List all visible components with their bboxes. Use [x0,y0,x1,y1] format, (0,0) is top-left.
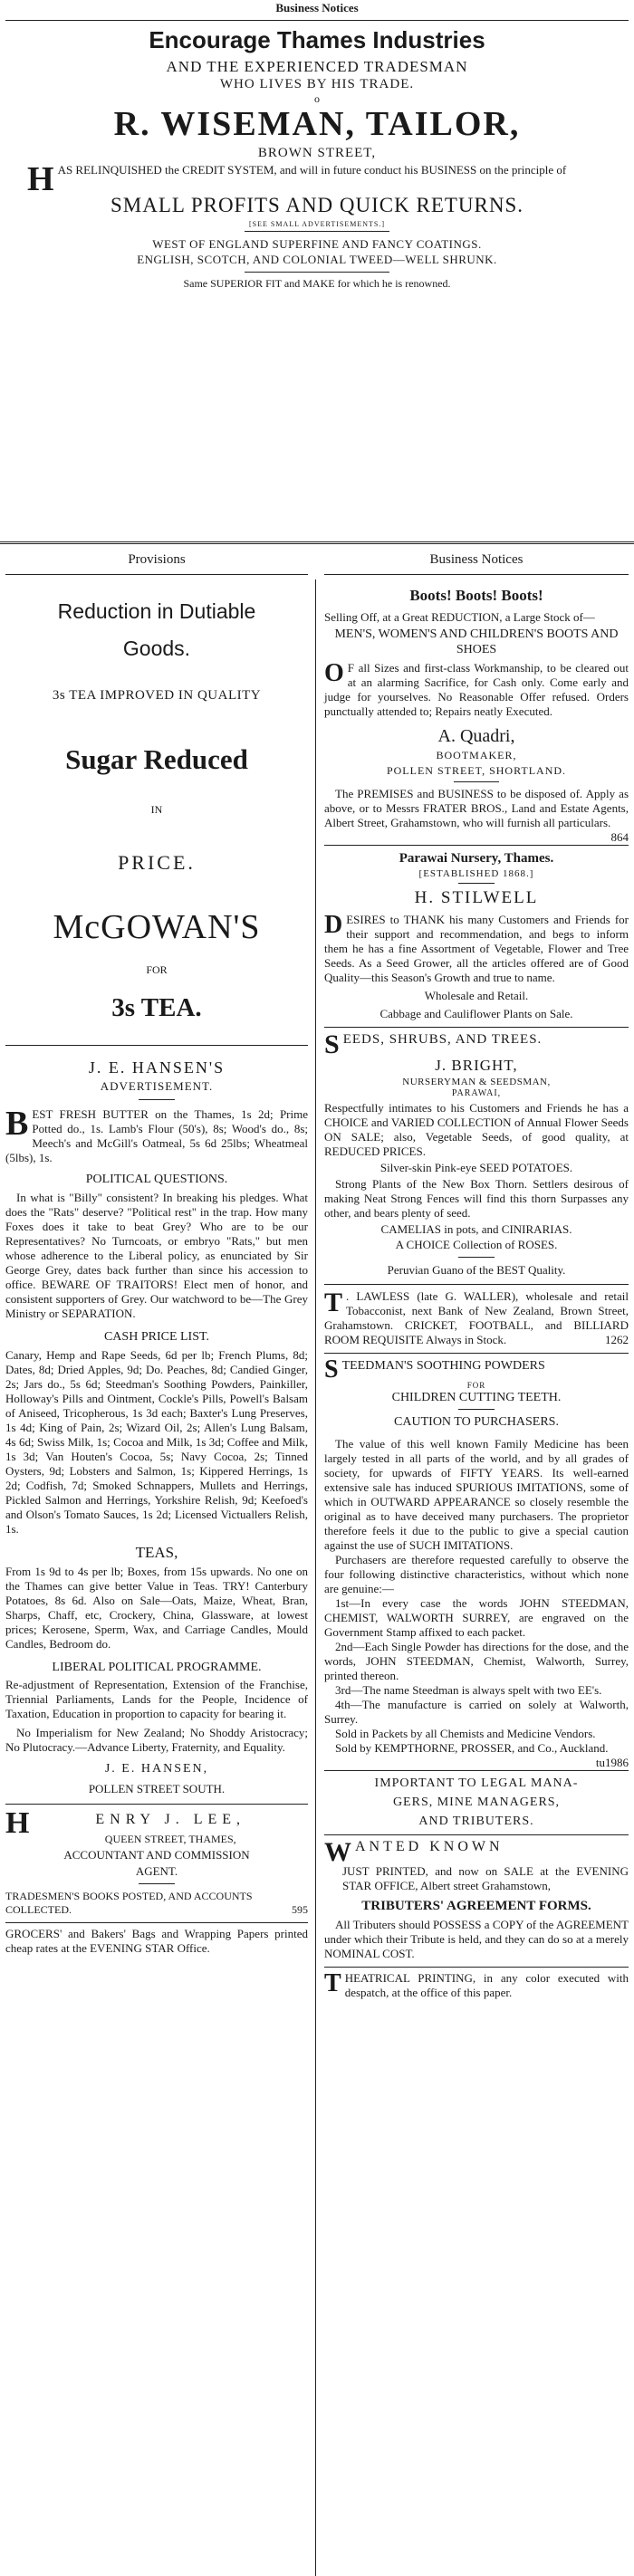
teas-title: TEAS, [135,1544,178,1561]
butter-text: EST FRESH BUTTER on the Thames, 1s 2d; Prime Potted do., 1s. Lamb's Flour (50's), 8s; Wood's do., 8s; Meech's and McGill's Oatmeal, 5s 6d 25lbs; Wheatmeal (5lbs), 1s. [5,1107,308,1164]
steedman-agent-text: Sold by KEMPTHORNE, PROSSER, and Co., Auckland. [335,1741,609,1755]
price-word: PRICE. [118,851,196,874]
rule [458,883,495,884]
column-rule [315,579,316,2576]
left-column [5,579,308,1956]
roses: A CHOICE Collection of ROSES. [395,1238,558,1251]
divider [324,1770,629,1771]
divider [324,1027,629,1028]
wiseman-see: [SEE SMALL ADVERTISEMENTS.] [249,220,385,228]
divider [324,845,629,846]
wiseman-body-text: AS RELINQUISHED the CREDIT SYSTEM, and will in future conduct his BUSINESS on the principle of [57,163,567,177]
dropcap: D [324,911,343,939]
butter-paragraph [5,1107,308,1165]
lee-address: QUEEN STREET, THAMES, [104,1833,236,1845]
steedman-number: tu1986 [595,1756,629,1769]
divider [324,574,629,575]
hansen-signature: J. E. HANSEN, [104,1762,209,1776]
premises-text: The PREMISES and BUSINESS to be disposed of. Apply as above, or to Messrs FRATER BROS., Land and Estate Agents, Albert Street, Grahamstown, who will furnish all particulars. [324,787,629,829]
steedman-body: The value of this well known Family Medicine has been largely tested in all parts of the world, and by all grades of society, for upwards of FIFTY YEARS. Its well-earned extensive sale has induced SPURIOUS IMITATIONS, some of which in OUTWARD APPEARANCE so closely resemble the original as to have deceived many purchasers. The proprietor therefore feels it due to the public to give a special caution against the use of SUCH IMITATIONS. [324,1437,629,1552]
for-word: FOR [146,963,168,976]
boots-body [324,661,629,719]
wiseman-name: R. WISEMAN, TAILOR, [113,105,521,143]
legal-line1: IMPORTANT TO LEGAL MANA- [374,1776,579,1790]
stilwell-name: H. STILWELL [414,888,539,907]
reduction-line2: Goods. [122,637,191,660]
dropcap: B [5,1105,29,1143]
steedman-point1: 1st—In every case the words JOHN STEEDMAN, CHEMIST, WALWORTH SURREY, are engraved on the Government Stamp affixed to each packet. [324,1596,629,1639]
liberal-title: LIBERAL POLITICAL PROGRAMME. [52,1661,262,1674]
nurseryman: NURSERYMAN & SEEDSMAN, [402,1077,551,1087]
rule [454,781,499,782]
grocers-line: GROCERS' and Bakers' Bags and Wrapping Papers printed cheap rates at the EVENING STAR Office. [5,1927,308,1955]
section-label-top: Business Notices [275,1,359,14]
printing-advert [324,1971,629,2000]
legal-line3: AND TRIBUTERS. [418,1815,534,1828]
bootmaker: BOOTMAKER, [436,749,517,761]
liberal-body2: No Imperialism for New Zealand; No Shoddy Aristocracy; No Plutocracy.—Advance Liberty, Fraternity, and Equality. [5,1726,308,1754]
books-line [5,1890,308,1917]
divider [5,574,308,575]
steedman-children: CHILDREN CUTTING TEETH. [391,1391,562,1404]
steedman-point3: 3rd—The name Steedman is always spelt with two EE's. [335,1683,602,1697]
lawless-text: . LAWLESS (late G. WALLER), wholesale and retail Tobacconist, next Bank of New Zealand, Brown Street, Grahamstown. CRICKET, FOOTBALL, and BILLIARD ROOM REQUISITE Always in Stock. [324,1289,629,1346]
lee-role2: AGENT. [135,1864,178,1878]
rule [458,1257,495,1258]
divider [5,1045,308,1046]
premises-number: 864 [610,830,629,844]
wanted-heading [324,1837,629,1867]
section-label-provisions: Provisions [128,552,186,567]
dropcap: S [324,1355,339,1384]
wanted-text: ANTED KNOWN [355,1839,504,1854]
steedman-point4: 4th—The manufacture is carried on solely at Walworth, Surrey. [324,1698,629,1726]
political-body: In what is "Billy" consistent? In breaking his pledges. What does the "Rats" deserve? "Political rest" in the trap. How many Foxes does it take to beat Grey? Who are to be our Representatives? No Turncoats, or embryo "Rats," but men whose adherence to the Liberal policy, as enunciated by Sir George Grey, dates back further than since his accession to office. BEWARE OF TRAITORS! Elect men of honor, and consistent supporters of Grey. Our watchword to be—The Grey Ministry or SEPARATION. [5,1191,308,1320]
steedman-for: FOR [466,1381,486,1390]
boots-headline: Boots! Boots! Boots! [409,587,543,604]
wiseman-coatings1: WEST OF ENGLAND SUPERFINE AND FANCY COATINGS. [152,237,482,251]
just-printed: JUST PRINTED, and now on SALE at the EVENING STAR OFFICE, Albert street Grahamstown, [342,1864,629,1892]
dropcap: W [324,1837,351,1867]
dropcap: H [5,1806,30,1840]
divider [5,20,629,21]
seeds-heading [324,1029,629,1059]
wiseman-slogan: SMALL PROFITS AND QUICK RETURNS. [110,194,524,216]
divider [324,1967,629,1968]
ornament: o [314,92,320,105]
steedman-point2: 2nd—Each Single Powder has directions for the dose, and the words, JOHN STEEDMAN, Chemist, Walworth, Surrey, printed thereon. [324,1640,629,1682]
selling-line: Selling Off, at a Great REDUCTION, a Large Stock of— [324,610,595,624]
bright-name: J. BRIGHT, [435,1057,518,1074]
books-text: TRADESMEN'S BOOKS POSTED, AND ACCOUNTS COLLECTED. [5,1890,253,1916]
caution: CAUTION TO PURCHASERS. [394,1415,559,1429]
camelias: CAMELIAS in pots, and CINIRARIAS. [380,1222,572,1236]
steedman-sold: Sold in Packets by all Chemists and Medicine Vendors. [335,1727,596,1740]
dropcap: H [27,160,54,198]
printing-text: HEATRICAL PRINTING, in any color executed with despatch, at the office of this paper. [344,1971,629,1999]
lawless-number: 1262 [605,1333,629,1346]
sugar-reduced: Sugar Reduced [65,743,248,775]
cabbage: Cabbage and Cauliflower Plants on Sale. [379,1007,573,1020]
reduction-line1: Reduction in Dutiable [57,599,256,623]
hansen-title: J. E. HANSEN'S [88,1058,226,1077]
section-label-business: Business Notices [429,552,524,567]
rule [458,1409,495,1410]
wiseman-body [27,160,607,198]
seed-potatoes: Silver-skin Pink-eye SEED POTATOES. [379,1161,573,1174]
lee-advert [5,1808,308,1917]
nursery-title: Parawai Nursery, Thames. [399,851,554,866]
divider [324,1353,629,1354]
rule [139,1099,175,1100]
lawless-advert [324,1289,629,1347]
stilwell-body-text: ESIRES to THANK his many Customers and Friends for their support and recommendation, and begs to inform them he has a fine Assortment of Vegetable, Flower and Tree Seeds. As a Seed Grower, all the articles offered are of Good Quality—this Season's Growth and true to name. [324,913,629,984]
steedman-title: TEEDMAN'S SOOTHING POWDERS [341,1359,545,1373]
stilwell-body [324,913,629,985]
lee-name: ENRY J. LEE, [95,1812,246,1827]
divider [5,1804,308,1805]
dropcap: T [324,1288,343,1317]
established: [ESTABLISHED 1868.] [418,868,534,879]
liberal-body: Re-adjustment of Representation, Extension of the Franchise, Triennial Parliaments, Lands for the People, Incidence of Taxation, Education in proportion to capacity for bearing it. [5,1678,308,1720]
lee-role1: ACCOUNTANT AND COMMISSION [63,1848,250,1862]
tributers-forms: TRIBUTERS' AGREEMENT FORMS. [361,1899,591,1913]
tea-quality-line: 3s TEA IMPROVED IN QUALITY [52,688,262,703]
books-number: 595 [292,1903,308,1916]
top-section [0,0,634,291]
forms-body: All Tributers should POSSESS a COPY of the AGREEMENT under which their Tribute is held, and they can do so at a merely NOMINAL COST. [324,1918,629,1960]
tea-3s: 3s TEA. [111,993,202,1022]
premises-body [324,787,629,844]
mcgowan-name: McGOWAN'S [53,908,261,946]
cash-title: CASH PRICE LIST. [103,1330,210,1344]
rule [245,231,389,232]
parawai: PARAWAI, [451,1088,502,1098]
wiseman-line2: AND THE EXPERIENCED TRADESMAN [166,58,468,75]
divider [5,1922,308,1923]
seeds-text: EEDS, SHRUBS, AND TREES. [342,1032,543,1047]
divider [324,1284,629,1285]
rule [139,1883,175,1884]
mens-line: MEN'S, WOMEN'S AND CHILDREN'S BOOTS AND SHOES [334,627,619,656]
steedman-agent [324,1741,629,1769]
dropcap: T [324,1969,341,1997]
dropcap: S [324,1029,340,1059]
wiseman-line3: WHO LIVES BY HIS TRADE. [219,77,415,91]
cash-body: Canary, Hemp and Rape Seeds, 6d per lb; French Plums, 8d; Dates, 8d; Dried Apples, 9d; Do. Peaches, 8d; Candied Ginger, 2s; Jars do., 5s 6d; Steedman's Soothing Powders, Painkiller, Holloway's Pills and Ointment, Cockle's Pills, Powell's Balsam of Aniseed, Tricopherous, 1s 3d each; Baxter's Lung Preserves, 1s 4d; King of Pain, 2s; Wizard Oil, 2s; Allen's Lung Balsam, 4s 6d; Swiss Milk, 1s; Cocoa and Milk, 1s 3d; Coffee and Milk, 1s 3d; Van Houten's Cocoa, 5s; Navy Cocoa, 2s; Tinned Oysters, 9d; Lobsters and Salmon, 1s; Kippered Herrings, 1s 2d; Codfish, 7d; Smoked Schnappers, Mullets and Herrings, Pickled Salmon and Herrings, Yorkshire Relish, 9d; Keefoed's and Olson's Tomato Sauces, 1s 2d; Licensed Victuallers Relish, 1s. [5,1348,308,1536]
right-column [324,579,629,2000]
guano: Peruvian Guano of the BEST Quality. [387,1263,566,1277]
steedman-body2: Purchasers are therefore requested carefully to observe the four following distinctive characteristics, without which none are genuine:— [324,1553,629,1595]
steedman-heading [324,1355,629,1384]
wholesale: Wholesale and Retail. [424,989,529,1002]
hansen-sub: ADVERTISEMENT. [100,1079,214,1093]
teas-body: From 1s 9d to 4s per lb; Boxes, from 15s upwards. No one on the Thames can give better Value in Teas. TRY! Canterbury Potatoes, 8s 6d. Also on Sale—Oats, Maize, Wheat, Bran, Sharps, Chaff, etc, Crockery, China, Glassware, at lowest prices; Kerosene, Sperm, Wax, and Carriage Candles, Mould Candles, Bedroom do. [5,1565,308,1651]
political-title: POLITICAL QUESTIONS. [85,1173,228,1186]
box-thorn: Strong Plants of the New Box Thorn. Settlers desirous of making Neat Strong Fences will find this thorn Surpasses any other, and bears plenty of seed. [324,1177,629,1220]
divider [324,1834,629,1835]
wiseman-coatings2: ENGLISH, SCOTCH, AND COLONIAL TWEED—WELL SHRUNK. [137,253,497,266]
legal-line2: GERS, MINE MANAGERS, [392,1796,561,1809]
in-word: IN [150,803,163,816]
quadri-name: A. Quadri, [437,726,515,746]
rule [245,272,389,273]
pollen-street: POLLEN STREET, SHORTLAND. [386,764,567,777]
bright-body: Respectfully intimates to his Customers and Friends he has a CHOICE and VARIED COLLECTION of Annual Flower Seeds ON SALE; also, Vegetable Seeds, of good quality, at REDUCED PRICES. [324,1101,629,1158]
wiseman-closing: Same SUPERIOR FIT and MAKE for which he is renowned. [183,277,451,290]
hansen-address: POLLEN STREET SOUTH. [88,1782,226,1796]
wiseman-street: BROWN STREET, [257,146,377,160]
boots-body-text: F all Sizes and first-class Workmanship, to be cleared out at an alarming Sacrifice, for Cash only. Come early and judge for yourselves. No Reasonable Offer refused. Orders punctually attended to; Repairs neatly Executed. [324,661,629,718]
section-divider [0,541,634,544]
wiseman-headline: Encourage Thames Industries [149,26,485,53]
dropcap: O [324,659,344,687]
